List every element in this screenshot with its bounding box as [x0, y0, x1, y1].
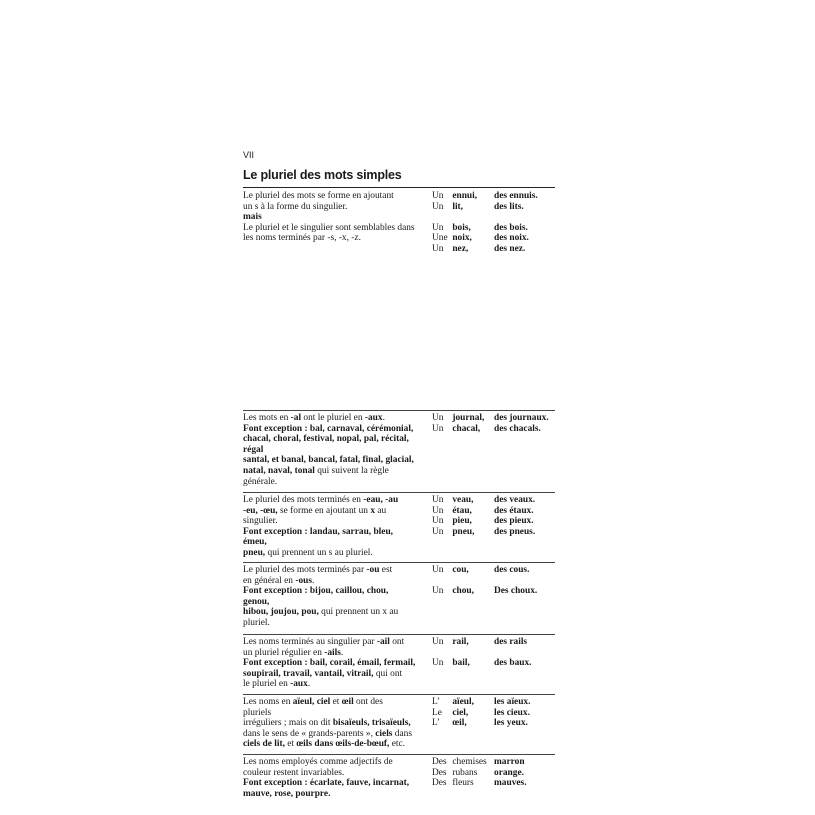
rule-line: [243, 424, 433, 435]
rule-text-span: etc.: [389, 739, 406, 750]
rule-line: [243, 576, 433, 587]
example-singular: [432, 202, 492, 213]
rule-text-bold: régal: [243, 444, 264, 455]
example-singular: [432, 586, 492, 597]
rule-text-span: qui suivent la règle: [314, 465, 389, 476]
example-plural-column: [494, 495, 555, 537]
rule-text-span: Les noms employés comme adjectifs de: [243, 757, 393, 767]
example-article: Un: [432, 505, 444, 516]
example-article: Des: [432, 757, 447, 767]
rule-line: [243, 506, 433, 517]
rule-text-span: couleur restent invariables.: [243, 767, 345, 778]
rule-line: [243, 729, 433, 740]
rule-line: [243, 445, 433, 456]
rule-text-span: Le pluriel des mots terminés par: [243, 565, 367, 575]
rule-text-bold: œil: [341, 697, 354, 707]
example-plural-column: [494, 637, 555, 669]
rule-line: [243, 495, 433, 506]
rule-line: [243, 527, 433, 538]
rule-text-bold: -al: [290, 413, 302, 423]
example-word: lit,: [452, 201, 464, 212]
rule-line: [243, 434, 433, 445]
example-singular: [432, 697, 492, 708]
example-plural: orange.: [494, 767, 524, 778]
example-word: bois,: [452, 222, 471, 233]
rule-line: [243, 669, 433, 680]
example-article: Des: [432, 778, 447, 789]
rule-text: [243, 191, 433, 244]
rule-line: [243, 413, 433, 424]
rule-line: [243, 565, 433, 576]
rule-text-span: Les mots en: [243, 413, 291, 423]
rule-line: [243, 768, 433, 779]
rule-text-bold: bisaïeuls, trisaïeuls,: [332, 718, 411, 729]
example-plural: les aïeux.: [494, 697, 531, 707]
example-plural: marron: [494, 757, 525, 767]
rule-line: [243, 223, 433, 234]
rule-line: [243, 537, 433, 548]
example-plural-column: [494, 413, 555, 434]
rule-line: [243, 757, 433, 768]
example-singular: [432, 708, 492, 719]
example-word: rubans: [452, 767, 478, 778]
rule-text-span: et: [284, 739, 297, 750]
example-singular: [432, 191, 492, 202]
example-plural: [494, 212, 555, 223]
example-plural: des étaux.: [494, 505, 534, 516]
rule-line: [243, 778, 433, 789]
rule-line: [243, 191, 433, 202]
example-singular-column: [432, 697, 492, 729]
rule-section-ou: [243, 562, 555, 635]
rule-text-span: .: [340, 647, 344, 658]
example-plural: les cieux.: [494, 707, 530, 718]
rule-text-bold: genou,: [243, 596, 270, 607]
example-singular-column: [432, 565, 492, 597]
rule-text-span: au: [375, 505, 387, 516]
example-word: œil,: [452, 718, 467, 729]
example-plural: des baux.: [494, 658, 532, 669]
rule-line: [243, 586, 433, 597]
rule-line: [243, 789, 433, 800]
example-singular-column: [432, 413, 492, 434]
example-plural: des veaux.: [494, 495, 536, 505]
rule-text-bold: santal, et banal, bancal, fatal, final, glacial,: [243, 455, 414, 466]
example-word: rail,: [452, 637, 469, 647]
rule-text-bold: œils dans œils-de-bœuf,: [296, 739, 390, 750]
example-word: ciel,: [452, 707, 469, 718]
rule-line: [243, 679, 433, 690]
example-word: noix,: [452, 233, 472, 244]
rule-text-bold: ciels: [375, 728, 393, 739]
example-word: pneu,: [452, 526, 475, 537]
rule-text-span: pluriel.: [243, 617, 270, 628]
rule-text-bold: -ous: [295, 575, 312, 586]
rule-text-bold: aïeul, ciel: [292, 697, 331, 707]
rule-text-span: Le pluriel des mots se forme en ajoutant: [243, 191, 394, 201]
example-singular: [432, 527, 492, 538]
rule-text-bold: mauve, rose, pourpre.: [243, 788, 331, 799]
example-word: bail,: [452, 658, 470, 669]
rule-line: [243, 212, 433, 223]
example-singular: [432, 495, 492, 506]
example-article: Un: [432, 201, 444, 212]
rule-text-span: un s à la forme du singulier.: [243, 201, 348, 212]
example-plural: des rails: [494, 637, 528, 647]
example-article: L’: [432, 718, 440, 729]
example-plural: les yeux.: [494, 718, 528, 729]
rule-text-span: générale.: [243, 476, 278, 487]
example-plural: des lits.: [494, 201, 524, 212]
example-article: Le: [432, 707, 442, 718]
rule-text-span: pluriels: [243, 707, 272, 718]
page-title: Le pluriel des mots simples: [243, 168, 402, 182]
rule-text-span: ont: [389, 637, 405, 647]
example-singular: [432, 637, 492, 648]
rule-text: [243, 697, 433, 750]
example-plural: des cous.: [494, 565, 530, 575]
rule-text-bold: -eau, -au: [363, 495, 399, 505]
example-article: Une: [432, 233, 448, 244]
rule-text-bold: Font exception : landau, sarrau, bleu,: [243, 526, 394, 537]
rule-text-span: qui prennent un s au pluriel.: [265, 547, 373, 558]
rule-text: [243, 637, 433, 690]
rule-line: [243, 202, 433, 213]
rule-line: [243, 648, 433, 659]
example-plural: des noix.: [494, 233, 529, 244]
rule-text-span: qui ont: [373, 668, 403, 679]
rule-text-span: un pluriel régulier en: [243, 647, 325, 658]
rule-text-bold: -aux: [364, 413, 383, 423]
rule-text-bold: soupirail, travail, vantail, vitrail,: [243, 668, 374, 679]
example-article: Un: [432, 413, 444, 423]
example-word: pieu,: [452, 516, 472, 527]
example-word: chacal,: [452, 423, 481, 434]
example-singular: [432, 424, 492, 435]
example-word: veau,: [452, 495, 474, 505]
rule-text-span: dans: [392, 728, 412, 739]
rule-line: [243, 618, 433, 629]
example-singular: [432, 565, 492, 576]
rule-text-bold: -ail: [376, 637, 390, 647]
example-singular-column: [432, 637, 492, 669]
rule-section-al: [243, 410, 555, 493]
rule-text-bold: natal, naval, tonal: [243, 465, 315, 476]
rule-text-bold: pneu,: [243, 547, 266, 558]
rule-line: [243, 739, 433, 750]
example-singular: [432, 768, 492, 779]
example-singular: [432, 757, 492, 768]
example-singular: [432, 244, 492, 255]
example-word: aïeul,: [452, 697, 474, 707]
rule-line: [243, 607, 433, 618]
rule-text: [243, 757, 433, 799]
page-number: VII: [243, 150, 255, 160]
rule-text-span: Les noms terminés au singulier par: [243, 637, 377, 647]
example-plural: des nez.: [494, 243, 526, 254]
rule-text-bold: ciels de lit,: [243, 739, 285, 750]
example-article: L’: [432, 697, 440, 707]
example-plural: des journaux.: [494, 413, 549, 423]
rule-text-span: le pluriel en: [243, 679, 291, 690]
rule-text-bold: émeu,: [243, 537, 267, 548]
example-article: Un: [432, 516, 444, 527]
rule-section-aieul: [243, 694, 555, 755]
rule-text-bold: -ails: [324, 647, 341, 658]
example-plural-column: [494, 757, 555, 789]
example-word: journal,: [452, 413, 485, 423]
rule-line: [243, 516, 433, 527]
example-article: Un: [432, 495, 444, 505]
example-plural-column: [494, 697, 555, 729]
example-word: ennui,: [452, 191, 478, 201]
example-plural: des pieux.: [494, 516, 534, 527]
example-singular: [432, 648, 492, 659]
example-plural-column: [494, 191, 555, 255]
example-singular: [432, 516, 492, 527]
rule-text-bold: Font exception : bijou, caillou, chou,: [243, 586, 389, 597]
title-rule: [243, 187, 555, 188]
example-article: Un: [432, 526, 444, 537]
rule-text-bold: -aux: [290, 679, 308, 690]
rule-text-span: se forme en ajoutant un: [277, 505, 371, 516]
rule-line: [243, 637, 433, 648]
rule-line: [243, 455, 433, 466]
rule-text-bold: chacal, choral, festival, nopal, pal, récital,: [243, 434, 409, 445]
rule-text-span: Le pluriel et le singulier sont semblables dans: [243, 222, 415, 233]
rule-text: [243, 413, 433, 487]
example-plural: des pneus.: [494, 526, 536, 537]
rule-line: [243, 466, 433, 477]
rule-text-bold: -eu, -œu,: [243, 505, 278, 516]
rule-text-span: Les noms en: [243, 697, 293, 707]
rule-text-span: ont des: [353, 697, 383, 707]
rule-line: [243, 597, 433, 608]
example-singular-column: [432, 757, 492, 789]
rule-text: [243, 495, 433, 559]
example-singular: [432, 233, 492, 244]
example-article: Un: [432, 423, 444, 434]
example-article: Des: [432, 767, 447, 778]
rule-text: [243, 565, 433, 629]
example-singular: [432, 718, 492, 729]
example-plural: des bois.: [494, 222, 528, 233]
rule-section-eau: [243, 492, 555, 563]
rule-text-bold: mais: [243, 212, 262, 223]
rule-text-span: est: [379, 565, 393, 575]
rule-text-bold: Font exception : bal, carnaval, cérémonial,: [243, 423, 414, 434]
rule-text-span: irréguliers ; mais on dit: [243, 718, 333, 729]
example-word: fleurs: [452, 778, 474, 789]
example-article: Un: [432, 222, 444, 233]
rule-text-span: singulier.: [243, 516, 278, 527]
example-article: Un: [432, 191, 444, 201]
rule-line: [243, 548, 433, 559]
example-plural: Des choux.: [494, 586, 538, 597]
rule-line: [243, 718, 433, 729]
rule-text-bold: Font exception : écarlate, fauve, incarnat,: [243, 778, 410, 789]
rule-text-bold: hibou, joujou, pou,: [243, 607, 319, 618]
rule-text-bold: -ou: [366, 565, 380, 575]
example-word: chou,: [452, 586, 474, 597]
example-singular: [432, 413, 492, 424]
example-word: chemises: [452, 757, 487, 767]
example-article: Un: [432, 586, 444, 597]
rule-section-colors: [243, 754, 555, 805]
example-article: Un: [432, 243, 444, 254]
example-word: nez,: [452, 243, 469, 254]
rule-text-span: dans le sens de « grands-parents »,: [243, 728, 376, 739]
rule-line: [243, 477, 433, 488]
example-word: cou,: [452, 565, 469, 575]
example-article: Un: [432, 565, 444, 575]
example-singular: [432, 576, 492, 587]
rule-line: [243, 708, 433, 719]
example-article: Un: [432, 637, 444, 647]
rule-text-span: et: [330, 697, 342, 707]
rule-text-span: .: [307, 679, 311, 690]
rule-text-span: .: [382, 413, 385, 423]
example-word: étau,: [452, 505, 472, 516]
example-singular: [432, 658, 492, 669]
example-singular-column: [432, 495, 492, 537]
rule-text-span: ont le pluriel en: [301, 413, 365, 423]
example-plural: [494, 648, 555, 659]
example-singular: [432, 223, 492, 234]
rule-text-bold: x: [370, 505, 376, 516]
rule-text-span: qui prennent un x au: [318, 607, 399, 618]
example-singular-column: [432, 191, 492, 255]
rule-line: [243, 697, 433, 708]
rule-text-span: en général en: [243, 575, 296, 586]
example-singular: [432, 778, 492, 789]
example-plural: mauves.: [494, 778, 527, 789]
rule-text-span: Le pluriel des mots terminés en: [243, 495, 364, 505]
rule-section-plural-general: [243, 189, 555, 410]
rule-section-ail: [243, 634, 555, 695]
example-plural-column: [494, 565, 555, 597]
example-article: Un: [432, 658, 444, 669]
example-plural: [494, 576, 555, 587]
rule-text-span: les noms terminés par -s, -x, -z.: [243, 233, 361, 244]
example-plural: des ennuis.: [494, 191, 538, 201]
example-singular: [432, 212, 492, 223]
rule-line: [243, 233, 433, 244]
example-plural: des chacals.: [494, 423, 541, 434]
rule-text-span: .: [312, 575, 315, 586]
example-singular: [432, 506, 492, 517]
rule-line: [243, 658, 433, 669]
rule-text-bold: Font exception : bail, corail, émail, fermail,: [243, 658, 416, 669]
